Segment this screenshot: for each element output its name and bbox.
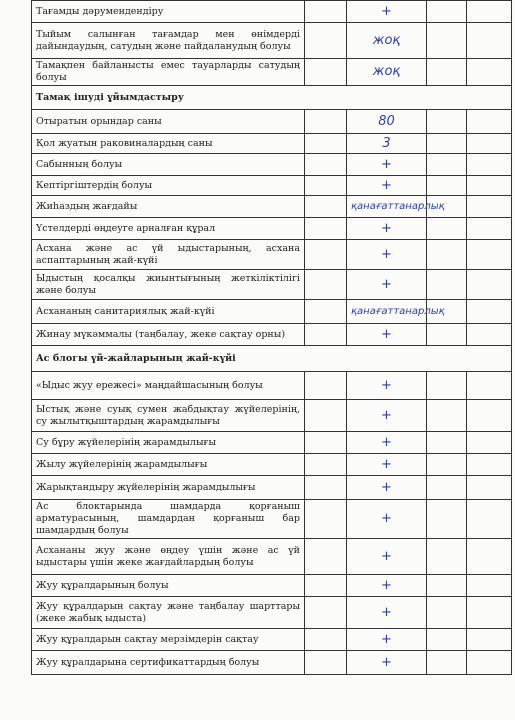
item-label: Отыратын орындар саны <box>32 110 305 134</box>
item-label: Ыдыстың қосалқы жиынтығының жеткіліктілігі және болуы <box>32 270 305 300</box>
empty-cell <box>427 539 467 575</box>
empty-cell <box>467 300 512 324</box>
checklist-row <box>32 176 512 196</box>
empty-cell <box>305 154 347 176</box>
empty-cell <box>427 629 467 651</box>
empty-cell <box>427 372 467 400</box>
handwritten-mark: + <box>347 454 427 476</box>
item-label: Асхананы жуу және өңдеу үшін және ас үй ыдыстары үшін жеке жағдайлардың болуы <box>32 539 305 575</box>
empty-cell <box>305 218 347 240</box>
checklist-row <box>32 218 512 240</box>
empty-cell <box>305 23 347 59</box>
empty-cell <box>427 432 467 454</box>
empty-cell <box>427 176 467 196</box>
empty-cell <box>305 1 347 23</box>
item-label: Тамақпен байланысты емес тауарларды сатудың болуы <box>32 59 305 86</box>
empty-cell <box>427 59 467 86</box>
checklist-table <box>31 0 512 675</box>
empty-cell <box>427 240 467 270</box>
checklist-row <box>32 23 512 59</box>
empty-cell <box>305 597 347 629</box>
section-title: Ас блогы үй-жайларының жай-күйі <box>32 346 512 372</box>
empty-cell <box>467 500 512 539</box>
handwritten-mark: + <box>347 476 427 500</box>
item-label: Жуу құралдарына сертификаттардың болуы <box>32 651 305 675</box>
checklist-row <box>32 110 512 134</box>
handwritten-mark: қанағаттанарлық <box>347 196 427 218</box>
handwritten-mark: + <box>347 218 427 240</box>
item-label: Ас блоктарында шамдарда қорғаныш арматурасының, шамдардан қорғаныш бар шамдардың болуы <box>32 500 305 539</box>
empty-cell <box>427 476 467 500</box>
empty-cell <box>305 176 347 196</box>
empty-cell <box>427 134 467 154</box>
empty-cell <box>305 651 347 675</box>
empty-cell <box>305 110 347 134</box>
empty-cell <box>305 539 347 575</box>
empty-cell <box>305 240 347 270</box>
checklist-row <box>32 134 512 154</box>
empty-cell <box>305 629 347 651</box>
handwritten-mark: + <box>347 240 427 270</box>
empty-cell <box>467 372 512 400</box>
checklist-row <box>32 539 512 575</box>
empty-cell <box>467 651 512 675</box>
empty-cell <box>467 154 512 176</box>
checklist-row <box>32 300 512 324</box>
empty-cell <box>467 218 512 240</box>
handwritten-mark: + <box>347 629 427 651</box>
handwritten-mark: + <box>347 500 427 539</box>
handwritten-mark: + <box>347 400 427 432</box>
empty-cell <box>427 575 467 597</box>
empty-cell <box>467 476 512 500</box>
empty-cell <box>467 432 512 454</box>
empty-cell <box>427 400 467 432</box>
checklist-row <box>32 454 512 476</box>
item-label: Тағамды дәрумендендіру <box>32 1 305 23</box>
item-label: Үстелдерді өңдеуге арналған құрал <box>32 218 305 240</box>
empty-cell <box>305 454 347 476</box>
empty-cell <box>467 23 512 59</box>
checklist-row <box>32 196 512 218</box>
checklist-row <box>32 270 512 300</box>
empty-cell <box>427 500 467 539</box>
item-label: Тыйым салынған тағамдар мен өнімдерді дайындаудың, сатудың және пайдаланудың болуы <box>32 23 305 59</box>
handwritten-mark: + <box>347 270 427 300</box>
item-label: Кептіргіштердің болуы <box>32 176 305 196</box>
empty-cell <box>305 134 347 154</box>
item-label: Жуу құралдарын сақтау мерзімдерін сақтау <box>32 629 305 651</box>
empty-cell <box>467 1 512 23</box>
checklist-row <box>32 1 512 23</box>
empty-cell <box>467 110 512 134</box>
checklist-row <box>32 59 512 86</box>
empty-cell <box>305 324 347 346</box>
handwritten-mark: + <box>347 651 427 675</box>
empty-cell <box>427 324 467 346</box>
empty-cell <box>427 154 467 176</box>
checklist-row <box>32 400 512 432</box>
item-label: Асхананың санитариялық жай-күйі <box>32 300 305 324</box>
item-label: Жуу құралдарын сақтау және таңбалау шарттары (жеке жабық ыдыста) <box>32 597 305 629</box>
empty-cell <box>305 59 347 86</box>
item-label: Жуу құралдарының болуы <box>32 575 305 597</box>
empty-cell <box>467 270 512 300</box>
checklist-row <box>32 500 512 539</box>
empty-cell <box>305 476 347 500</box>
handwritten-mark: 80 <box>347 110 427 134</box>
section-header-row <box>32 346 512 372</box>
item-label: Қол жуатын раковиналардың саны <box>32 134 305 154</box>
handwritten-mark: қанағаттанарлық <box>347 300 427 324</box>
item-label: Асхана және ас үй ыдыстарының, асхана аспаптарының жай-күйі <box>32 240 305 270</box>
checklist-row <box>32 432 512 454</box>
item-label: Ыстық және суық сумен жабдықтау жүйелерінің, су жылытқыштардың жарамдылығы <box>32 400 305 432</box>
checklist-row <box>32 651 512 675</box>
checklist-row <box>32 597 512 629</box>
empty-cell <box>305 500 347 539</box>
checklist-row <box>32 154 512 176</box>
empty-cell <box>427 270 467 300</box>
checklist-row <box>32 372 512 400</box>
checklist-rows <box>32 1 512 675</box>
empty-cell <box>427 651 467 675</box>
empty-cell <box>305 300 347 324</box>
item-label: Жарықтандыру жүйелерінің жарамдылығы <box>32 476 305 500</box>
checklist-row <box>32 629 512 651</box>
empty-cell <box>467 575 512 597</box>
empty-cell <box>305 270 347 300</box>
item-label: Сабынның болуы <box>32 154 305 176</box>
handwritten-mark: + <box>347 324 427 346</box>
empty-cell <box>305 432 347 454</box>
handwritten-mark: 3 <box>347 134 427 154</box>
empty-cell <box>305 196 347 218</box>
handwritten-mark: + <box>347 432 427 454</box>
handwritten-mark: + <box>347 539 427 575</box>
handwritten-mark: + <box>347 176 427 196</box>
empty-cell <box>467 324 512 346</box>
section-title: Тамақ ішуді ұйымдастыру <box>32 86 512 110</box>
empty-cell <box>427 110 467 134</box>
section-header-row <box>32 86 512 110</box>
item-label: Жиһаздың жағдайы <box>32 196 305 218</box>
empty-cell <box>427 23 467 59</box>
empty-cell <box>427 1 467 23</box>
item-label: Жинау мүкәммалы (таңбалау, жеке сақтау орны) <box>32 324 305 346</box>
handwritten-mark: + <box>347 154 427 176</box>
handwritten-mark: + <box>347 597 427 629</box>
item-label: Жылу жүйелерінің жарамдылығы <box>32 454 305 476</box>
empty-cell <box>305 575 347 597</box>
empty-cell <box>427 454 467 476</box>
empty-cell <box>467 539 512 575</box>
empty-cell <box>467 59 512 86</box>
checklist-row <box>32 240 512 270</box>
empty-cell <box>467 196 512 218</box>
empty-cell <box>305 372 347 400</box>
empty-cell <box>467 400 512 432</box>
empty-cell <box>427 597 467 629</box>
item-label: «Ыдыс жуу ережесі» маңдайшасының болуы <box>32 372 305 400</box>
handwritten-mark: + <box>347 1 427 23</box>
empty-cell <box>427 218 467 240</box>
handwritten-mark: + <box>347 372 427 400</box>
empty-cell <box>467 240 512 270</box>
checklist-row <box>32 476 512 500</box>
empty-cell <box>467 629 512 651</box>
handwritten-mark: + <box>347 575 427 597</box>
item-label: Су бұру жүйелерінің жарамдылығы <box>32 432 305 454</box>
empty-cell <box>305 400 347 432</box>
handwritten-mark: жоқ <box>347 59 427 86</box>
empty-cell <box>467 176 512 196</box>
checklist-row <box>32 575 512 597</box>
empty-cell <box>467 134 512 154</box>
handwritten-mark: жоқ <box>347 23 427 59</box>
empty-cell <box>467 454 512 476</box>
empty-cell <box>467 597 512 629</box>
checklist-row <box>32 324 512 346</box>
